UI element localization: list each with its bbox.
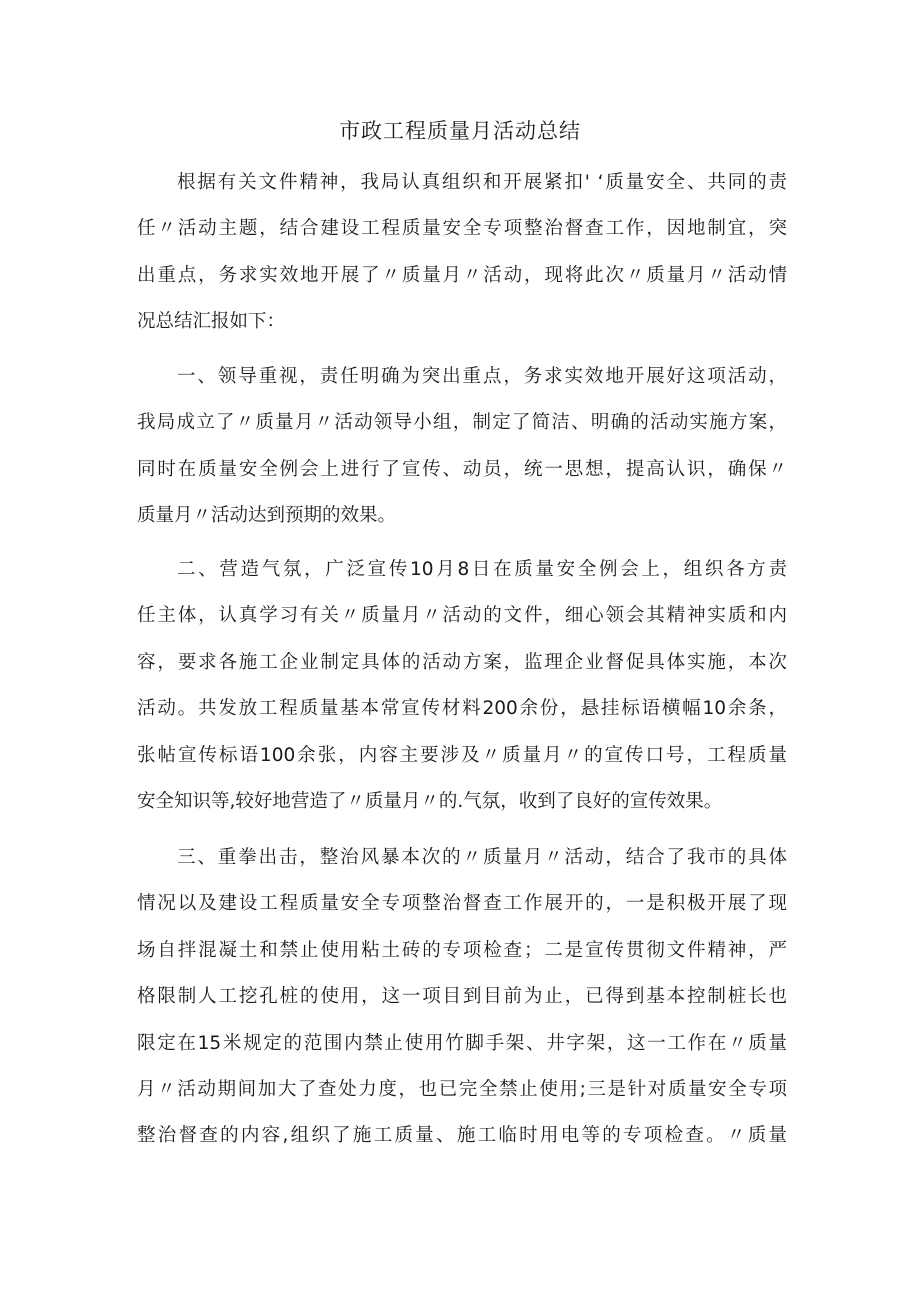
paragraph-line: 二、营造气氛，广泛宣传10月8日在质量安全例会上，组织各方责 — [177, 559, 787, 580]
paragraph-line: 容，要求各施工企业制定具体的活动方案，监理企业督促具体实施，本次 — [137, 651, 787, 673]
paragraph-line: 场自拌混凝土和禁止使用粘土砖的专项检查；二是宣传贯彻文件精神，严 — [137, 939, 787, 961]
paragraph-2 — [137, 354, 787, 540]
paragraph-line: 任〃活动主题，结合建设工程质量安全专项整治督查工作，因地制宜，突 — [137, 218, 787, 240]
paragraph-line: 活动。共发放工程质量基本常宣传材料200余份，悬挂标语横幅10余条， — [137, 698, 787, 720]
paragraph-line: 格限制人工挖孔桩的使用，这一项目到目前为止，已得到基本控制桩长也 — [137, 986, 787, 1008]
paragraph-line: 同时在质量安全例会上进行了宣传、动员，统一思想，提高认识，确保〃 — [137, 458, 787, 480]
paragraph-line: 三、重拳出击，整治风暴本次的〃质量月〃活动，结合了我市的具体 — [177, 847, 787, 868]
paragraph-line: 情况以及建设工程质量安全专项整治督查工作展开的，一是积极开展了现 — [137, 893, 787, 915]
paragraph-3 — [137, 547, 787, 825]
paragraph-line: 质量月〃活动达到预期的效果。 — [137, 505, 397, 527]
paragraph-line: 根据有关文件精神，我局认真组织和开展紧扣' ‘质量安全、共同的责 — [177, 172, 787, 193]
paragraph-line: 出重点，务求实效地开展了〃质量月〃活动，现将此次〃质量月〃活动情 — [137, 264, 787, 286]
paragraph-line: 安全知识等,较好地营造了〃质量月〃的.气氛，收到了良好的宣传效果。 — [137, 790, 723, 812]
paragraph-line: 一、领导重视，责任明确为突出重点，务求实效地开展好这项活动， — [177, 366, 787, 387]
paragraph-1 — [137, 160, 787, 346]
paragraph-line: 任主体，认真学习有关〃质量月〃活动的文件，细心领会其精神实质和内 — [137, 605, 787, 627]
paragraph-line: 况总结汇报如下： — [137, 311, 286, 333]
paragraph-line: 我局成立了〃质量月〃活动领导小组，制定了简洁、明确的活动实施方案， — [137, 412, 787, 434]
paragraph-line: 月〃活动期间加大了查处力度，也已完全禁止使用;三是针对质量安全专项 — [137, 1078, 787, 1100]
document-title: 市政工程质量月活动总结 — [339, 119, 581, 143]
paragraph-line: 限定在15米规定的范围内禁止使用竹脚手架、井字架，这一工作在〃质量 — [137, 1032, 787, 1054]
paragraph-line: 整治督查的内容,组织了施工质量、施工临时用电等的专项检查。〃质量 — [137, 1125, 787, 1147]
paragraph-4 — [137, 835, 787, 1160]
paragraph-line: 张帖宣传标语100余张，内容主要涉及〃质量月〃的宣传口号，工程质量 — [137, 744, 787, 766]
